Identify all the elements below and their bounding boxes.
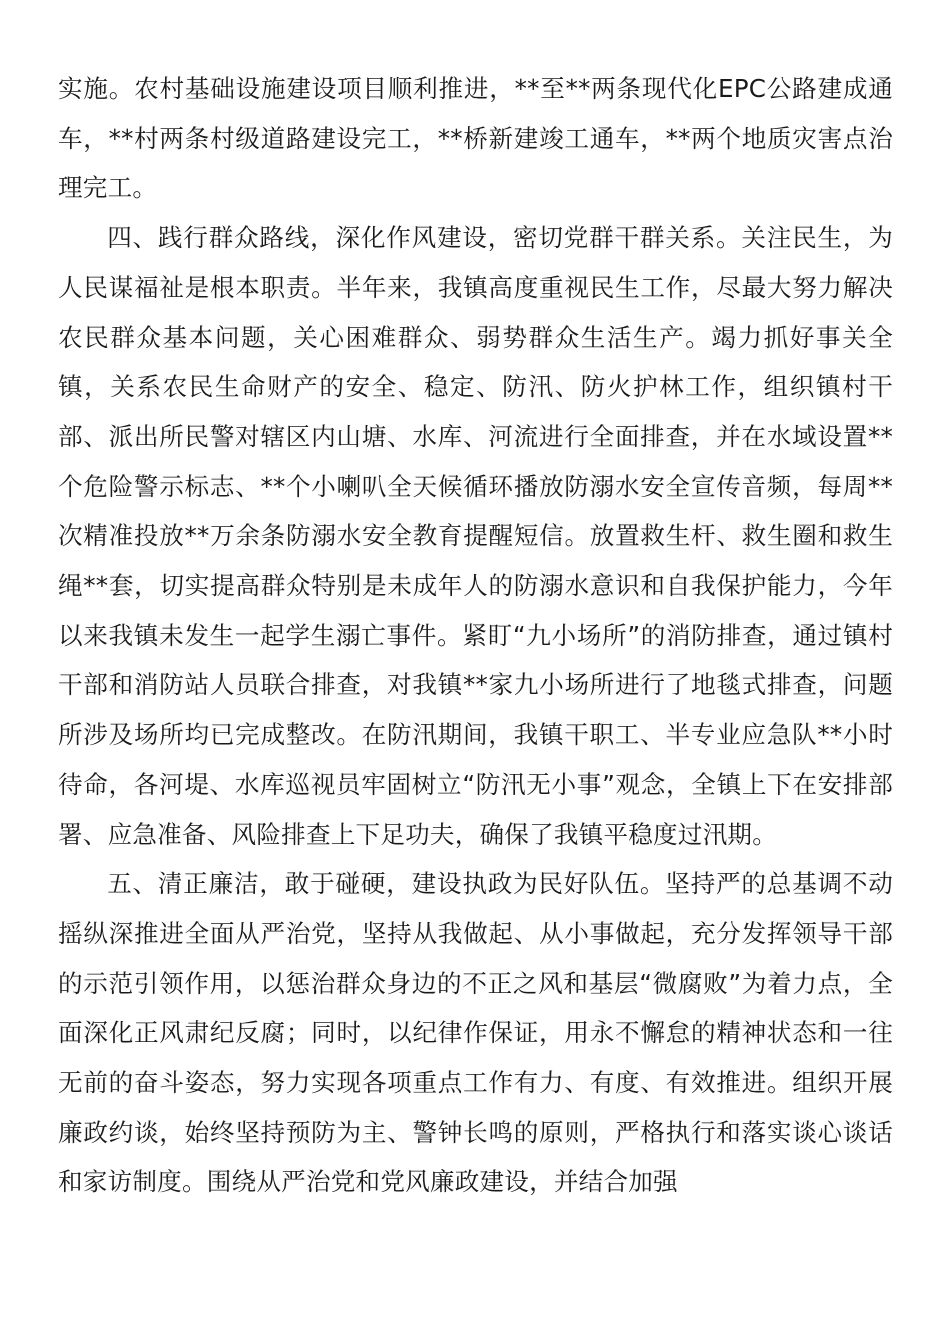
paragraph-section-four — [58, 213, 893, 859]
document-body — [58, 64, 893, 1207]
paragraph-text: 实施。农村基础设施建设项目顺利推进，**至**两条现代化EPC公路建成通车，**村两条村级道路建设完工，**桥新建竣工通车，**两个地质灾害点治理完工。 — [58, 74, 893, 203]
paragraph-continuation — [58, 64, 893, 213]
paragraph-text: 坚持严的总基调不动摇纵深推进全面从严治党，坚持从我做起、从小事做起，充分发挥领导干部的示范引领作用，以惩治群众身边的不正之风和基层“微腐败”为着力点，全面深化正风肃纪反腐；同时，以纪律作保证，用永不懈怠的精神状态和一往无前的奋斗姿态，努力实现各项重点工作有力、有度、有效推进。组织开展廉政约谈，始终坚持预防为主、警钟长鸣的原则，严格执行和落实谈心谈话和家访制度。围绕从严治党和党风廉政建设，并结合加强 — [58, 869, 893, 1197]
paragraph-lead: 四、践行群众路线，深化作风建设，密切党群干群关系。 — [107, 223, 742, 253]
paragraph-lead: 五、清正廉洁，敢于碰硬，建设执政为民好队伍。 — [107, 869, 666, 899]
paragraph-text: 关注民生，为人民谋福祉是根本职责。半年来，我镇高度重视民生工作，尽最大努力解决农民群众基本问题，关心困难群众、弱势群众生活生产。竭力抓好事关全镇，关系农民生命财产的安全、稳定、防汛、防火护林工作，组织镇村干部、派出所民警对辖区内山塘、水库、河流进行全面排查，并在水域设置**个危险警示标志、**个小喇叭全天候循环播放防溺水安全宣传音频，每周**次精准投放**万余条防溺水安全教育提醒短信。放置救生杆、救生圈和救生绳**套，切实提高群众特别是未成年人的防溺水意识和自我保护能力，今年以来我镇未发生一起学生溺亡事件。紧盯“九小场所”的消防排查，通过镇村干部和消防站人员联合排查，对我镇**家九小场所进行了地毯式排查，问题所涉及场所均已完成整改。在防汛期间，我镇干职工、半专业应急队**小时待命，各河堤、水库巡视员牢固树立“防汛无小事”观念，全镇上下在安排部署、应急准备、风险排查上下足功夫，确保了我镇平稳度过汛期。 — [58, 223, 893, 849]
paragraph-section-five — [58, 859, 893, 1207]
